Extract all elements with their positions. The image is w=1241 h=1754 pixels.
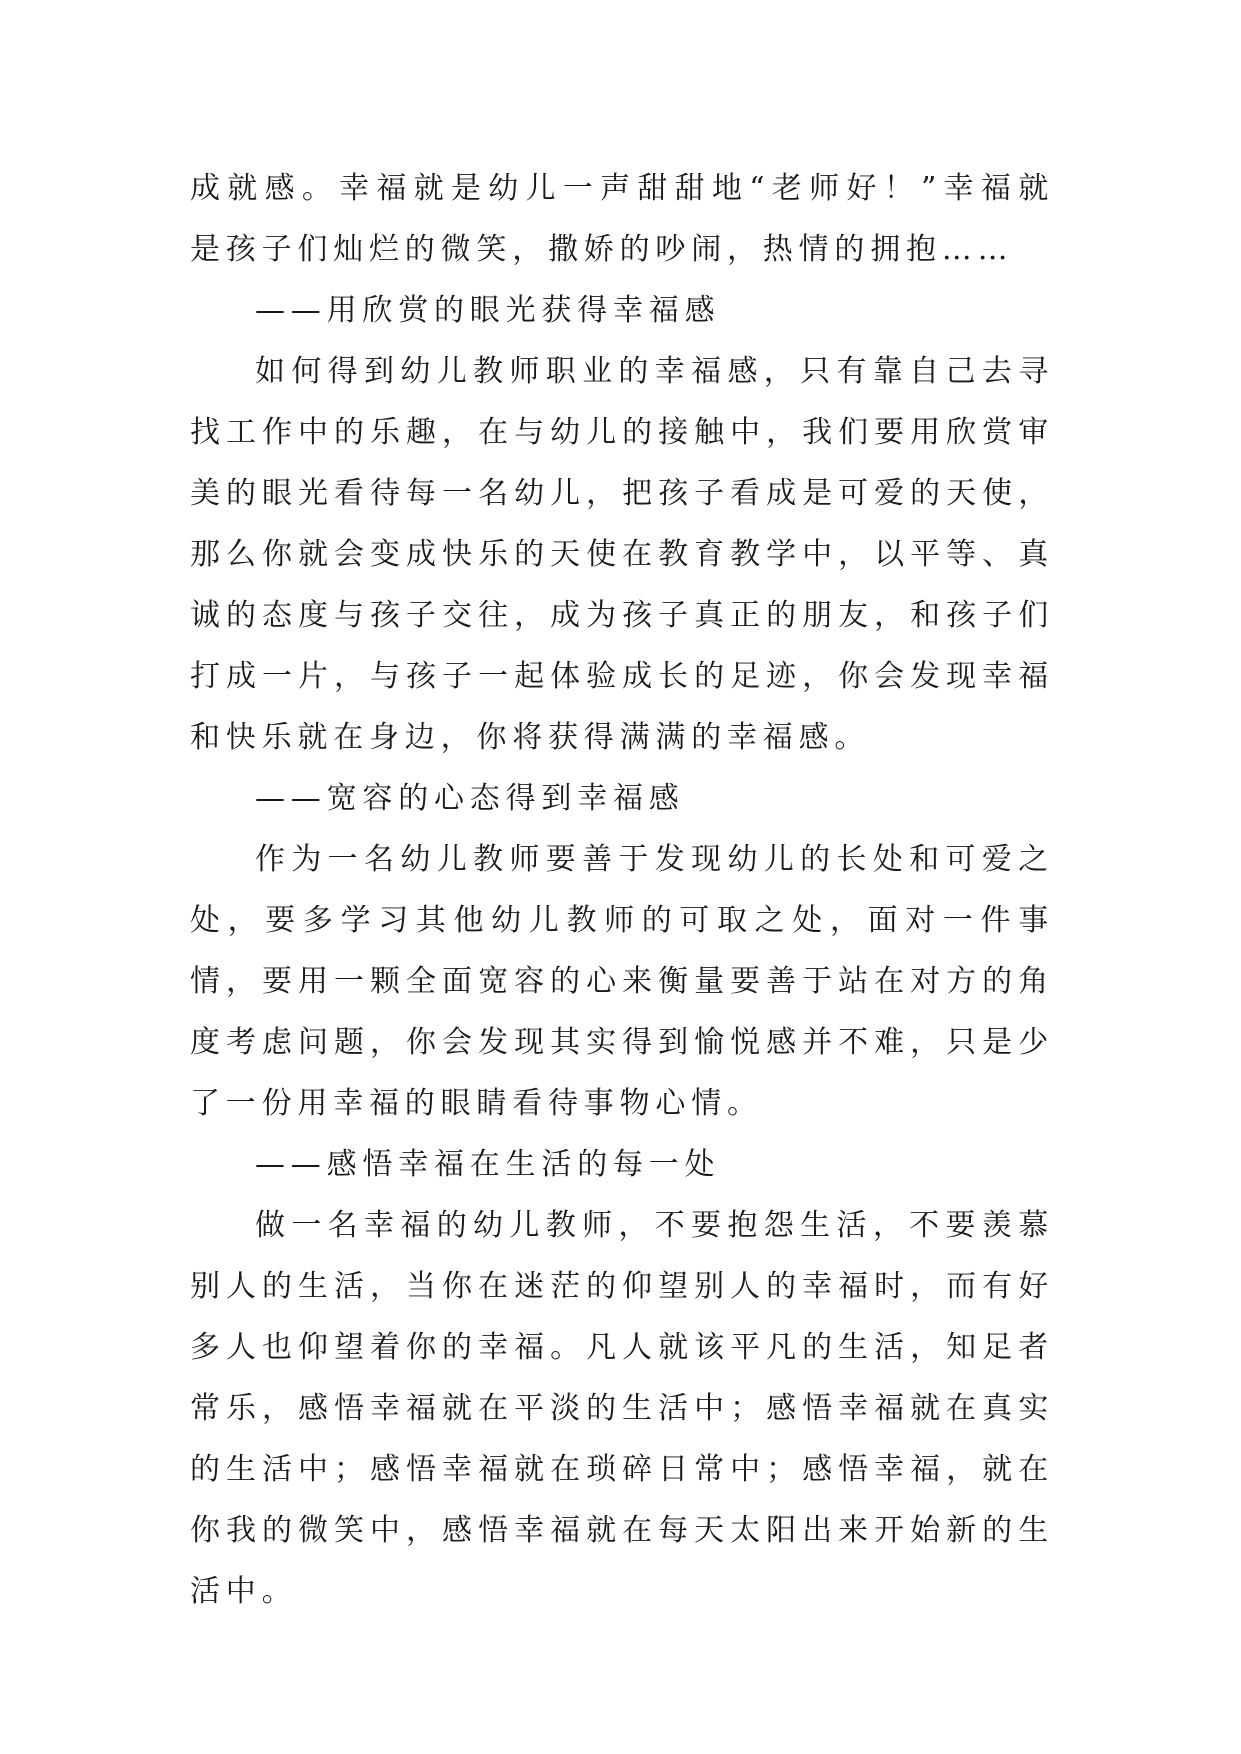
paragraph-everyday-happiness: 做一名幸福的幼儿教师，不要抱怨生活，不要羡慕别人的生活，当你在迷茫的仰望别人的幸福时，而有好多人也仰望着你的幸福。凡人就该平凡的生活，知足者常乐，感悟幸福就在平淡的生活中；感悟幸福就在真实的生活中；感悟幸福就在琐碎日常中；感悟幸福，就在你我的微笑中，感悟幸福就在每天太阳出来开始新的生活中。: [190, 1208, 1054, 1609]
paragraph-tolerance: 作为一名幼儿教师要善于发现幼儿的长处和可爱之处，要多学习其他幼儿教师的可取之处，面对一件事情，要用一颗全面宽容的心来衡量要善于站在对方的角度考虑问题，你会发现其实得到愉悦感并不难，只是少了一份用幸福的眼睛看待事物心情。: [190, 842, 1054, 1121]
paragraph-continuation: 成就感。幸福就是幼儿一声甜甜地“老师好！”幸福就是孩子们灿烂的微笑，撒娇的吵闹，热情的拥抱……: [190, 171, 1054, 267]
section-heading-tolerance: ——宽容的心态得到幸福感: [255, 781, 685, 816]
document-body: [190, 158, 1054, 1622]
paragraph-appreciation: 如何得到幼儿教师职业的幸福感，只有靠自己去寻找工作中的乐趣，在与幼儿的接触中，我们要用欣赏审美的眼光看待每一名幼儿，把孩子看成是可爱的天使，那么你就会变成快乐的天使在教育教学中，以平等、真诚的态度与孩子交往，成为孩子真正的朋友，和孩子们打成一片，与孩子一起体验成长的足迹，你会发现幸福和快乐就在身边，你将获得满满的幸福感。: [190, 354, 1054, 755]
section-heading-appreciation: ——用欣赏的眼光获得幸福感: [255, 293, 721, 328]
section-heading-everyday-happiness: ——感悟幸福在生活的每一处: [255, 1147, 721, 1182]
